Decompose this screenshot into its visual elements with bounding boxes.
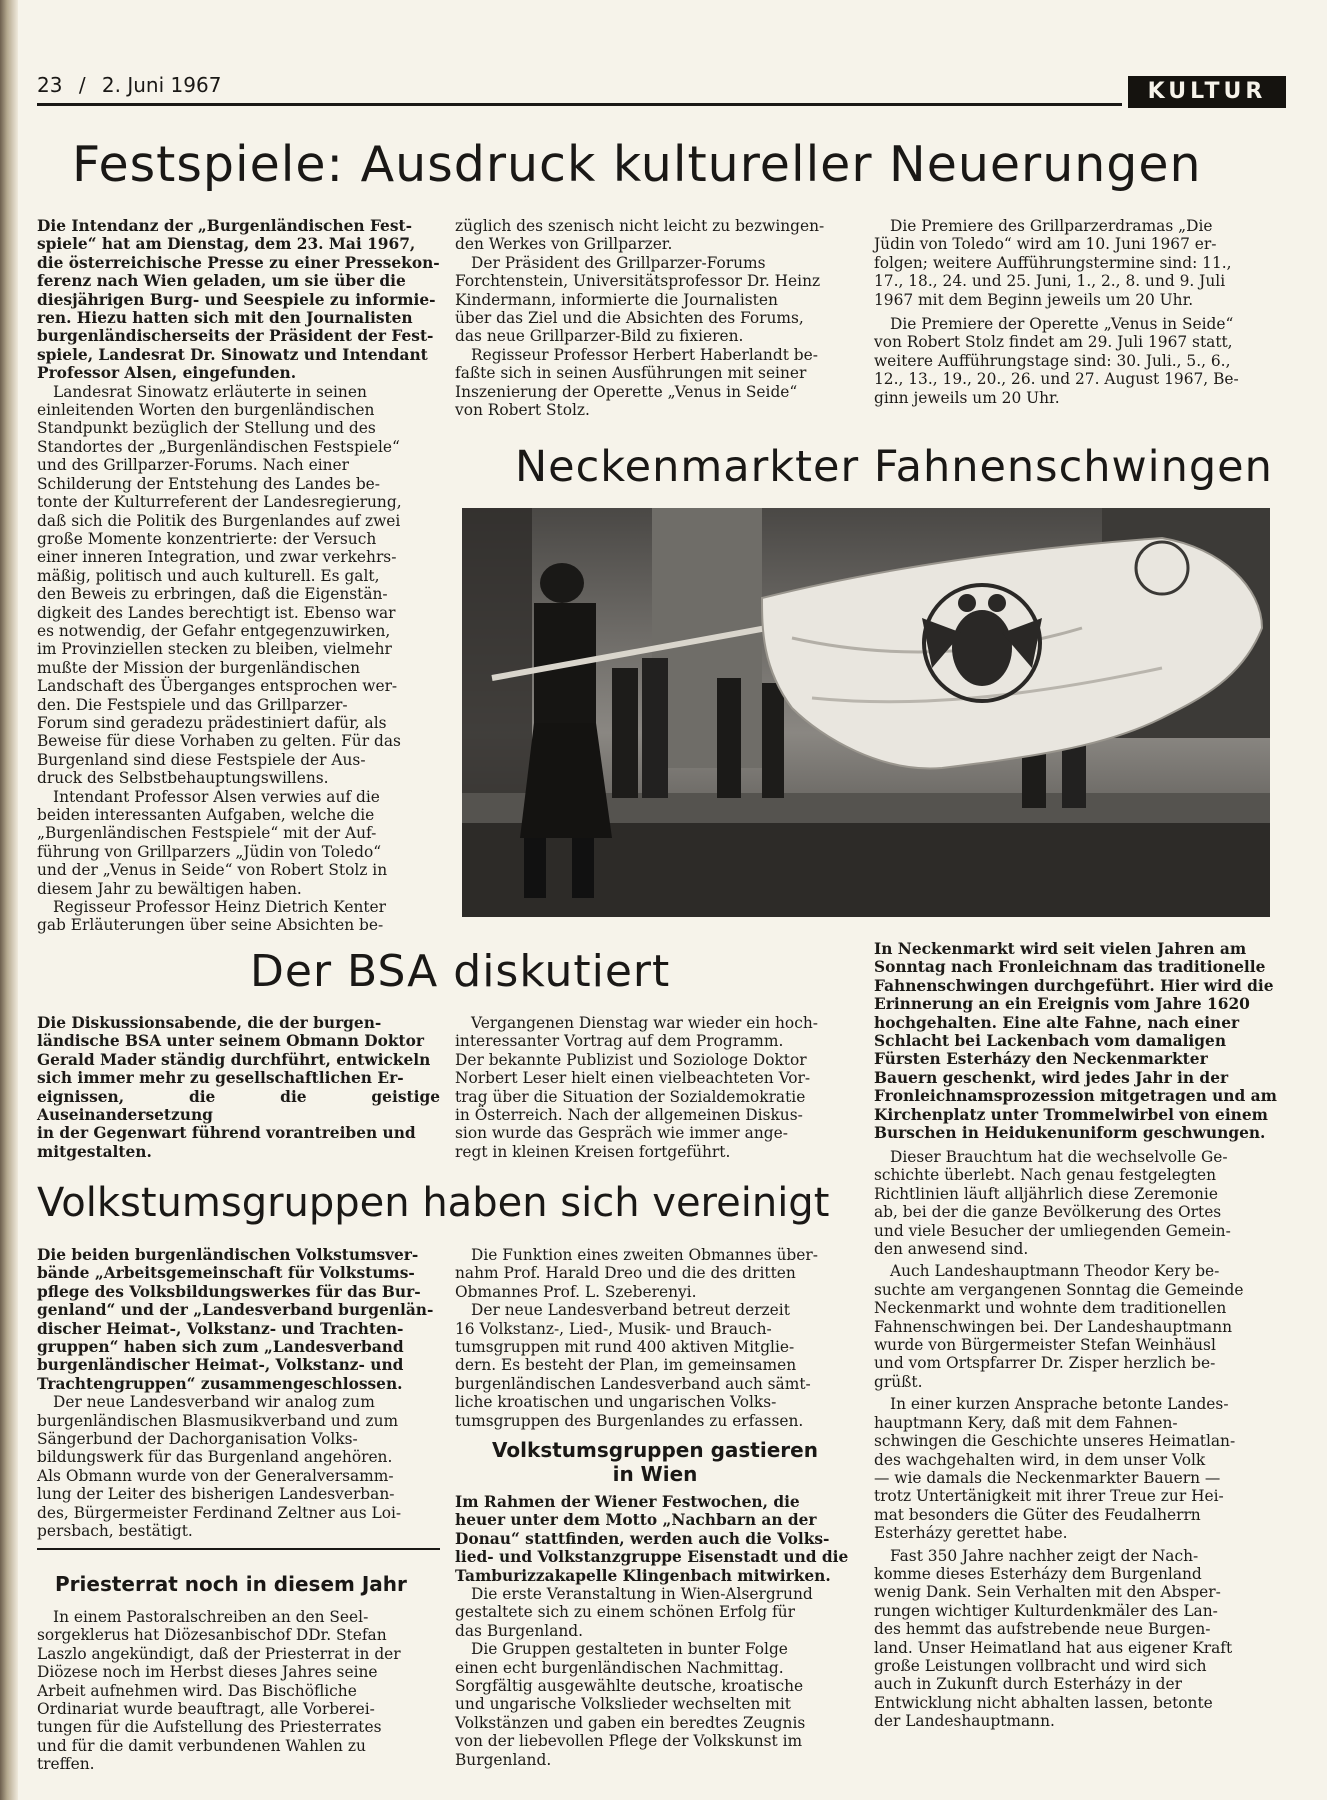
text-line: und ungarische Volkslieder wechselten mit (455, 1695, 791, 1714)
text-line: Beweise für diese Vorhaben zu gelten. Für das (37, 732, 401, 751)
text-line: tungen für die Aufstellung des Priesterrates (37, 1718, 382, 1737)
text-line: bände „Arbeitsgemeinschaft für Volkstums- (37, 1264, 415, 1283)
text-line: züglich des szenisch nicht leicht zu bezwingen- (455, 217, 825, 235)
text-line: genland“ und der „Landesverband burgenlän- (37, 1301, 434, 1320)
text-line: Fast 350 Jahre nachher zeigt der Nach- (890, 1546, 1199, 1565)
text-line: nahm Prof. Harald Dreo und die des dritten (455, 1264, 796, 1283)
text-line: des wachgehalten wird, in dem unser Volk (874, 1450, 1206, 1469)
text-line: Gerald Mader ständig durchführt, entwickeln (37, 1050, 431, 1069)
headline-volkstumsgruppen: Volkstumsgruppen haben sich vereinigt (37, 1180, 830, 1226)
festspiele-column-3 (874, 217, 1277, 407)
text-line: interessanter Vortrag auf dem Programm. (455, 1032, 784, 1051)
text-line: treffen. (37, 1755, 95, 1774)
festspiele-column-2 (455, 217, 855, 419)
text-line: digkeit des Landes berechtigt ist. Ebenso war (37, 603, 396, 622)
text-line: gab Erläuterungen über seine Absichten be- (37, 916, 384, 935)
text-line: sorgeklerus hat Diözesanbischof DDr. Stefan (37, 1626, 387, 1645)
text-line: Der Präsident des Grillparzer-Forums (471, 253, 766, 272)
text-line: ab, bei der die ganze Bevölkerung des Ortes (874, 1203, 1222, 1222)
text-line: druck des Selbstbehauptungswillens. (37, 769, 329, 788)
text-line: Diözese noch im Herbst dieses Jahres seine (37, 1663, 378, 1682)
text-line: Intendant Professor Alsen verwies auf die (53, 787, 380, 806)
folio-separator: / (78, 73, 86, 97)
text-line: Bauern geschenkt, wird jedes Jahr in der (874, 1068, 1229, 1087)
text-line: — wie damals die Neckenmarkter Bauern — (874, 1468, 1221, 1487)
text-line: Der neue Landesverband wir analog zum (53, 1393, 375, 1412)
text-line: Der bekannte Publizist und Soziologe Doktor (455, 1050, 807, 1069)
text-line: Obmannes Prof. L. Szeberenyi. (455, 1282, 697, 1301)
text-line: den Beweis zu erbringen, daß die Eigenstän- (37, 585, 388, 604)
text-line: Als Obmann wurde von der Generalversamm- (37, 1466, 394, 1485)
text-line: daß sich die Politik des Burgenlandes auf zwei (37, 511, 401, 530)
text-line: Tamburizzakapelle Klingenbach mitwirken. (455, 1566, 831, 1585)
text-line: des hemmt das aufstrebende neue Burgen- (874, 1620, 1211, 1639)
text-line: regt in kleinen Kreisen fortgeführt. (455, 1142, 731, 1161)
text-line: der Landeshauptmann. (874, 1712, 1055, 1731)
text-line: Die beiden burgenländischen Volkstumsver- (37, 1246, 419, 1264)
text-line: Kindermann, informierte die Journalisten (455, 290, 778, 309)
text-line: von der liebevollen Pflege der Volkskunst im (455, 1732, 803, 1751)
header-rule (37, 103, 1122, 106)
text-line: burgenländischen Blasmusikverband und zum (37, 1411, 399, 1430)
text-line: gestaltete sich zu einem schönen Erfolg für (455, 1603, 796, 1622)
text-line: Forchtenstein, Universitätsprofessor Dr. Heinz (455, 272, 821, 291)
text-line: wenig Dank. Sein Verhalten mit den Absper- (874, 1583, 1221, 1602)
text-line: Dieser Brauchtum hat die wechselvolle Ge- (890, 1148, 1228, 1166)
text-line: grüßt. (874, 1372, 923, 1391)
text-line: Im Rahmen der Wiener Festwochen, die (455, 1493, 800, 1511)
priesterrat-body (37, 1608, 440, 1774)
text-line: hauptmann Kery, daß mit dem Fahnen- (874, 1413, 1178, 1432)
headline-festspiele: Festspiele: Ausdruck kultureller Neuerungen (72, 136, 1202, 193)
text-line: Neckenmarkt und wohnte dem traditionellen (874, 1299, 1227, 1318)
headline-line: in Wien (612, 1462, 698, 1486)
text-line: faßte sich in seinen Ausführungen mit seiner (455, 364, 807, 383)
text-line: Burgenland sind diese Festspiele der Aus- (37, 750, 366, 769)
text-line: burgenländischen Landesverband auch sämt- (455, 1374, 811, 1393)
priesterrat-rule (37, 1548, 440, 1550)
photo-illustration (462, 508, 1270, 917)
text-line: trotz Untertänigkeit mit ihrer Treue zur Hei- (874, 1487, 1224, 1506)
festspiele-column-1 (37, 217, 440, 935)
text-line: In einer kurzen Ansprache betonte Landes- (890, 1395, 1229, 1414)
text-line: 17., 18., 24. und 25. Juni, 1., 2., 8. und 9. Juli (874, 272, 1226, 291)
text-line: mäßig, politisch und auch kulturell. Es galt, (37, 566, 380, 585)
text-line: Donau“ stattfinden, werden auch die Volks- (455, 1529, 830, 1548)
volkstum-column-2 (455, 1246, 855, 1430)
text-line: sion wurde das Gespräch wie immer ange- (455, 1124, 788, 1143)
headline-bsa: Der BSA diskutiert (250, 946, 671, 997)
text-line: den Werkes von Grillparzer. (455, 235, 673, 254)
flag-waving-photo (462, 508, 1270, 917)
text-line: 16 Volkstanz-, Lied-, Musik- und Brauch- (455, 1319, 772, 1338)
text-line: Standortes der „Burgenländischen Festspiele“ (37, 437, 400, 456)
text-line: land. Unser Heimatland hat aus eigener Kraft (874, 1638, 1233, 1657)
text-line: Die Gruppen gestalteten in bunter Folge (471, 1640, 788, 1659)
text-line: Burgenland. (455, 1750, 552, 1769)
text-line: weitere Aufführungstage sind: 30. Juli., 5., 6., (874, 351, 1231, 370)
text-line: Regisseur Professor Herbert Haberlandt be- (471, 345, 818, 364)
text-line: Schlacht bei Lackenbach vom damaligen (874, 1032, 1227, 1051)
text-line: spiele“ hat am Dienstag, dem 23. Mai 1967, (37, 235, 416, 254)
text-line: In einem Pastoralschreiben an den Seel- (53, 1608, 369, 1626)
gastieren-body (455, 1585, 855, 1769)
text-line: „Burgenländischen Festspiele“ mit der Auf- (37, 824, 377, 843)
text-line: Schilderung der Entstehung des Landes be- (37, 474, 380, 493)
text-line: 1967 mit dem Beginn jeweils um 20 Uhr. (874, 290, 1194, 309)
text-line: In Neckenmarkt wird seit vielen Jahren am (874, 940, 1247, 958)
text-line: Laszlo angekündigt, daß der Priesterrat in der (37, 1644, 401, 1663)
bsa-column-1 (37, 1014, 440, 1161)
text-line: Regisseur Professor Heinz Dietrich Kenter (53, 898, 387, 917)
text-line: Die erste Veranstaltung in Wien-Alsergrund (471, 1585, 813, 1603)
text-line: im Provinziellen stecken zu bleiben, vielmehr (37, 640, 392, 659)
text-line: einleitenden Worten den burgenländischen (37, 401, 375, 420)
text-line: Fahnenschwingen bei. Der Landeshauptmann (874, 1317, 1233, 1336)
text-line: den. Die Festspiele und das Grillparzer- (37, 695, 348, 714)
text-line: Fahnenschwingen durchgeführt. Hier wird die (874, 976, 1274, 995)
text-line: ren. Hiezu hatten sich mit den Journalisten (37, 309, 413, 328)
text-line: Professor Alsen, eingefunden. (37, 364, 297, 383)
text-line: einen echt burgenländischen Nachmittag. (455, 1658, 784, 1677)
text-line: Die Premiere der Operette „Venus in Seide“ (890, 315, 1234, 334)
headline-fahnenschwingen: Neckenmarkter Fahnenschwingen (515, 442, 1273, 492)
text-line: eignissen, die die geistige Auseinandersetzung (37, 1087, 440, 1125)
text-line: den anwesend sind. (874, 1240, 1029, 1259)
text-line: gruppen“ haben sich zum „Landesverband (37, 1338, 404, 1357)
text-line: von Robert Stolz. (455, 401, 590, 420)
text-line: rungen wichtiger Kulturdenkmäler des Lan- (874, 1601, 1218, 1620)
text-line: tumsgruppen mit rund 400 aktiven Mitglie- (455, 1338, 795, 1357)
text-line: in Österreich. Nach der allgemeinen Diskus- (455, 1106, 803, 1125)
text-line: tonte der Kulturreferent der Landesregierung, (37, 493, 402, 512)
text-line: Esterházy gerettet habe. (874, 1524, 1068, 1543)
text-line: und des Grillparzer-Forums. Nach einer (37, 456, 350, 475)
text-line: Sorgfältig ausgewählte deutsche, kroatische (455, 1677, 804, 1696)
text-line: suchte am vergangenen Sonntag die Gemeinde (874, 1280, 1244, 1299)
text-line: Vergangenen Dienstag war wieder ein hoch- (471, 1014, 818, 1032)
text-line: persbach, bestätigt. (37, 1522, 193, 1541)
text-line: diesjährigen Burg- und Seespiele zu informie- (37, 290, 436, 309)
text-line: trag über die Situation der Sozialdemokratie (455, 1087, 806, 1106)
text-line: liche kroatischen und ungarischen Volks- (455, 1393, 777, 1412)
text-line: es notwendig, der Gefahr entgegenzuwirken, (37, 621, 391, 640)
text-line: schwingen die Geschichte unseres Heimatlan- (874, 1432, 1236, 1451)
text-line: des, Bürgermeister Ferdinand Zeltner aus Loi- (37, 1503, 402, 1522)
text-line: Jüdin von Toledo“ wird am 10. Juni 1967 er- (874, 235, 1217, 254)
text-line: wurde von Bürgermeister Stefan Weinhäusl (874, 1336, 1216, 1355)
text-line: das neue Grillparzer-Bild zu fixieren. (455, 327, 744, 346)
text-line: Volkstänzen und gaben ein beredtes Zeugnis (455, 1713, 806, 1732)
text-line: von Robert Stolz findet am 29. Juli 1967 statt, (874, 333, 1233, 352)
text-line: folgen; weitere Aufführungstermine sind: 11., (874, 253, 1232, 272)
text-line: Trachtengruppen“ zusammengeschlossen. (37, 1374, 403, 1393)
text-line: burgenländischerseits der Präsident der Fest- (37, 327, 434, 346)
text-line: Die Diskussionsabende, die der burgen- (37, 1014, 382, 1032)
text-line: Kirchenplatz unter Trommelwirbel von einem (874, 1105, 1268, 1124)
text-line: ginn jeweils um 20 Uhr. (874, 388, 1060, 407)
text-line: große Momente konzentrierte: der Versuch (37, 529, 377, 548)
text-line: lied- und Volkstanzgruppe Eisenstadt und die (455, 1548, 849, 1567)
text-line: Die Premiere des Grillparzerdramas „Die (890, 217, 1213, 235)
text-line: Burschen in Heidukenuniform geschwungen. (874, 1124, 1266, 1143)
text-line: die österreichische Presse zu einer Pressekon- (37, 253, 440, 272)
text-line: große Leistungen vollbracht und wird sich (874, 1656, 1207, 1675)
text-line: mitgestalten. (37, 1142, 152, 1161)
text-line: und vom Ortspfarrer Dr. Zisper herzlich be- (874, 1354, 1216, 1373)
text-line: bildungswerk für das Burgenland angehören. (37, 1448, 393, 1467)
section-tag: KULTUR (1128, 76, 1286, 108)
text-line: Auch Landeshauptmann Theodor Kery be- (890, 1262, 1220, 1281)
issue-date: 2. Juni 1967 (101, 73, 222, 97)
volkstum-column-1 (37, 1246, 440, 1541)
text-line: Fronleichnamsprozession mitgetragen und am (874, 1087, 1277, 1106)
text-line: beiden interessanten Aufgaben, welche die (37, 806, 375, 824)
text-line: Forum sind geradezu prädestiniert dafür, als (37, 713, 387, 732)
text-line: diesem Jahr zu bewältigen haben. (37, 879, 302, 898)
text-line: mußte der Mission der burgenländischen (37, 658, 361, 677)
text-line: komme dieses Esterházy dem Burgenland (874, 1564, 1202, 1583)
text-line: und der „Venus in Seide“ von Robert Stolz in (37, 861, 388, 880)
page-number: 23 (37, 73, 63, 97)
text-line: Sonntag nach Fronleichnam das traditionelle (874, 958, 1266, 977)
text-line: ferenz nach Wien geladen, um sie über die (37, 272, 406, 291)
text-line: Der neue Landesverband betreut derzeit (471, 1301, 790, 1320)
text-line: Fürsten Esterházy den Neckenmarkter (874, 1050, 1208, 1069)
text-line: Die Funktion eines zweiten Obmannes über- (471, 1246, 818, 1264)
page-binding-edge (0, 0, 18, 1800)
text-line: Entwicklung nicht abhalten lassen, betonte (874, 1693, 1213, 1712)
text-line: pflege des Volksbildungswerkes für das Bur- (37, 1282, 421, 1301)
text-line: mat besonders die Güter des Feudalherrn (874, 1505, 1201, 1524)
text-line: und viele Besucher der umliegenden Gemein- (874, 1221, 1231, 1240)
text-line: Norbert Leser hielt einen vielbeachteten Vor- (455, 1069, 811, 1088)
text-line: Ordinariat wurde beauftragt, alle Vorberei- (37, 1700, 375, 1719)
text-line: auch in Zukunft durch Esterházy in der (874, 1675, 1182, 1694)
text-line: Landesrat Sinowatz erläuterte in seinen (53, 382, 367, 401)
photo-caption (874, 940, 1277, 1142)
text-line: 12., 13., 19., 20., 26. und 27. August 1967, Be- (874, 370, 1239, 389)
text-line: Inszenierung der Operette „Venus in Seide“ (455, 382, 798, 401)
text-line: führung von Grillparzers „Jüdin von Toledo“ (37, 842, 382, 861)
text-line: Standpunkt bezüglich der Stellung und des (37, 419, 376, 438)
text-line: ländische BSA unter seinem Obmann Doktor (37, 1032, 425, 1051)
text-line: discher Heimat-, Volkstanz- und Trachten- (37, 1319, 404, 1338)
text-line: spiele, Landesrat Dr. Sinowatz und Intendant (37, 345, 428, 364)
text-line: das Burgenland. (455, 1621, 584, 1640)
gastieren-lead (455, 1493, 855, 1585)
text-line: dern. Es besteht der Plan, im gemeinsamen (455, 1356, 797, 1375)
text-line: einer inneren Integration, und zwar verkehrs- (37, 548, 397, 567)
text-line: heuer unter dem Motto „Nachbarn an der (455, 1511, 817, 1530)
text-line: lung der Leiter des bisherigen Landesverban- (37, 1485, 395, 1504)
text-line: Sängerbund der Dachorganisation Volks- (37, 1430, 358, 1449)
page-folio (37, 73, 221, 97)
bsa-column-2 (455, 1014, 855, 1161)
text-line: tumsgruppen des Burgenlandes zu erfassen. (455, 1411, 804, 1430)
text-line: Erinnerung an ein Ereignis vom Jahre 1620 (874, 995, 1250, 1014)
text-line: und für die damit verbundenen Wahlen zu (37, 1736, 366, 1755)
text-line: schichte überlebt. Nach genau festgelegten (874, 1166, 1217, 1185)
fahnen-body (874, 1148, 1277, 1731)
text-line: Landschaft des Überganges entsprochen wer- (37, 677, 398, 696)
text-line: in der Gegenwart führend vorantreiben und (37, 1124, 416, 1143)
text-line: über das Ziel und die Absichten des Forums, (455, 309, 804, 328)
headline-gastieren (455, 1438, 855, 1486)
headline-priesterrat: Priesterrat noch in diesem Jahr (55, 1572, 407, 1596)
headline-line: Volkstumsgruppen gastieren (492, 1438, 818, 1462)
text-line: burgenländischer Heimat-, Volkstanz- und (37, 1356, 404, 1375)
text-line: Arbeit aufnehmen wird. Das Bischöfliche (37, 1681, 357, 1700)
text-line: Richtlinien läuft alljährlich diese Zeremonie (874, 1184, 1218, 1203)
text-line: sich immer mehr zu gesellschaftlichen Er- (37, 1069, 404, 1088)
text-line: hochgehalten. Eine alte Fahne, nach einer (874, 1013, 1240, 1032)
text-line: Die Intendanz der „Burgenländischen Fest- (37, 217, 412, 235)
